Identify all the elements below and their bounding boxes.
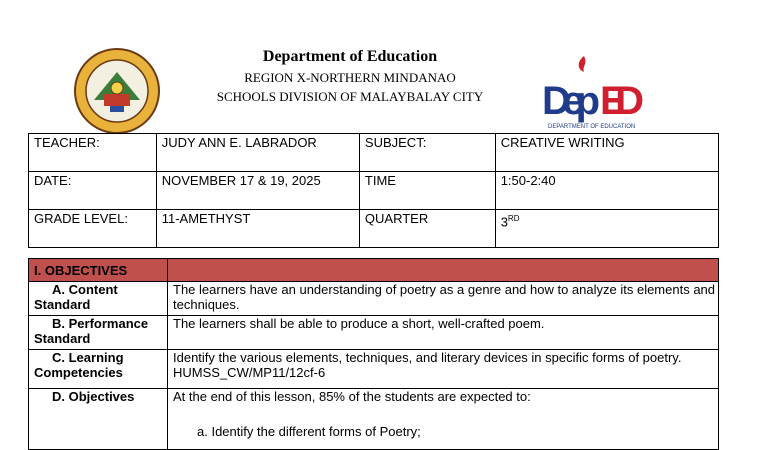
table-row [29,389,719,450]
subject-value: CREATIVE WRITING [495,134,718,172]
content-standard-label-1: A. Content [52,282,118,297]
objectives-text [168,389,719,450]
objectives-label [29,389,168,450]
table-row [29,282,719,316]
objectives-intro: At the end of this lesson, 85% of the students are expected to: [173,389,531,404]
table-row [29,316,719,350]
deped-seal-logo [74,48,160,134]
quarter-number: 3 [500,214,508,230]
header-division: SCHOOLS DIVISION OF MALAYBALAY CITY [216,89,484,104]
table-row [29,134,719,172]
learning-competencies-label-1: C. Learning [52,350,124,365]
svg-text:Dep: Dep [542,79,600,123]
performance-standard-label [29,316,168,350]
table-row [29,350,719,389]
objectives-label-text: D. Objectives [52,389,135,404]
performance-standard-label-1: B. Performance [52,316,149,331]
header-title: Department of Education [262,48,438,65]
performance-standard-label-2: Standard [34,331,91,346]
date-value: NOVEMBER 17 & 19, 2025 [156,172,359,210]
time-label: TIME [359,172,495,210]
teacher-info-table [28,133,719,248]
quarter-suffix: RD [507,214,520,223]
grade-label: GRADE LEVEL: [29,210,157,248]
performance-standard-text: The learners shall be able to produce a short, well-crafted poem. [168,316,719,350]
table-row [29,259,719,282]
table-row [29,172,719,210]
deped-logo-caption: DEPARTMENT OF EDUCATION [548,124,636,130]
table-row [29,210,719,248]
teacher-label: TEACHER: [29,134,157,172]
learning-competencies-text: Identify the various elements, techniques, and literary devices in specific forms of poetry. HUMSS_CW/MP11/12cf-6 [168,350,719,389]
header-region: REGION X-NORTHERN MINDANAO [244,70,456,85]
content-standard-label [29,282,168,316]
teacher-value: JUDY ANN E. LABRADOR [156,134,359,172]
content-standard-text: The learners have an understanding of poetry as a genre and how to analyze its elements and techniques. [168,282,719,316]
grade-value: 11-AMETHYST [156,210,359,248]
objective-a: a. Identify the different forms of Poetry; [197,424,421,439]
quarter-label: QUARTER [359,210,495,248]
subject-label: SUBJECT: [359,134,495,172]
svg-text:ED: ED [600,79,644,123]
time-value: 1:50-2:40 [495,172,718,210]
deped-logo [540,52,648,132]
objectives-heading: I. OBJECTIVES [29,259,168,282]
content-standard-label-2: Standard [34,297,91,312]
learning-competencies-label [29,350,168,389]
quarter-value [495,210,718,248]
learning-competencies-label-2: Competencies [34,365,123,380]
objectives-heading-fill [168,259,719,282]
objectives-table [28,258,719,450]
date-label: DATE: [29,172,157,210]
